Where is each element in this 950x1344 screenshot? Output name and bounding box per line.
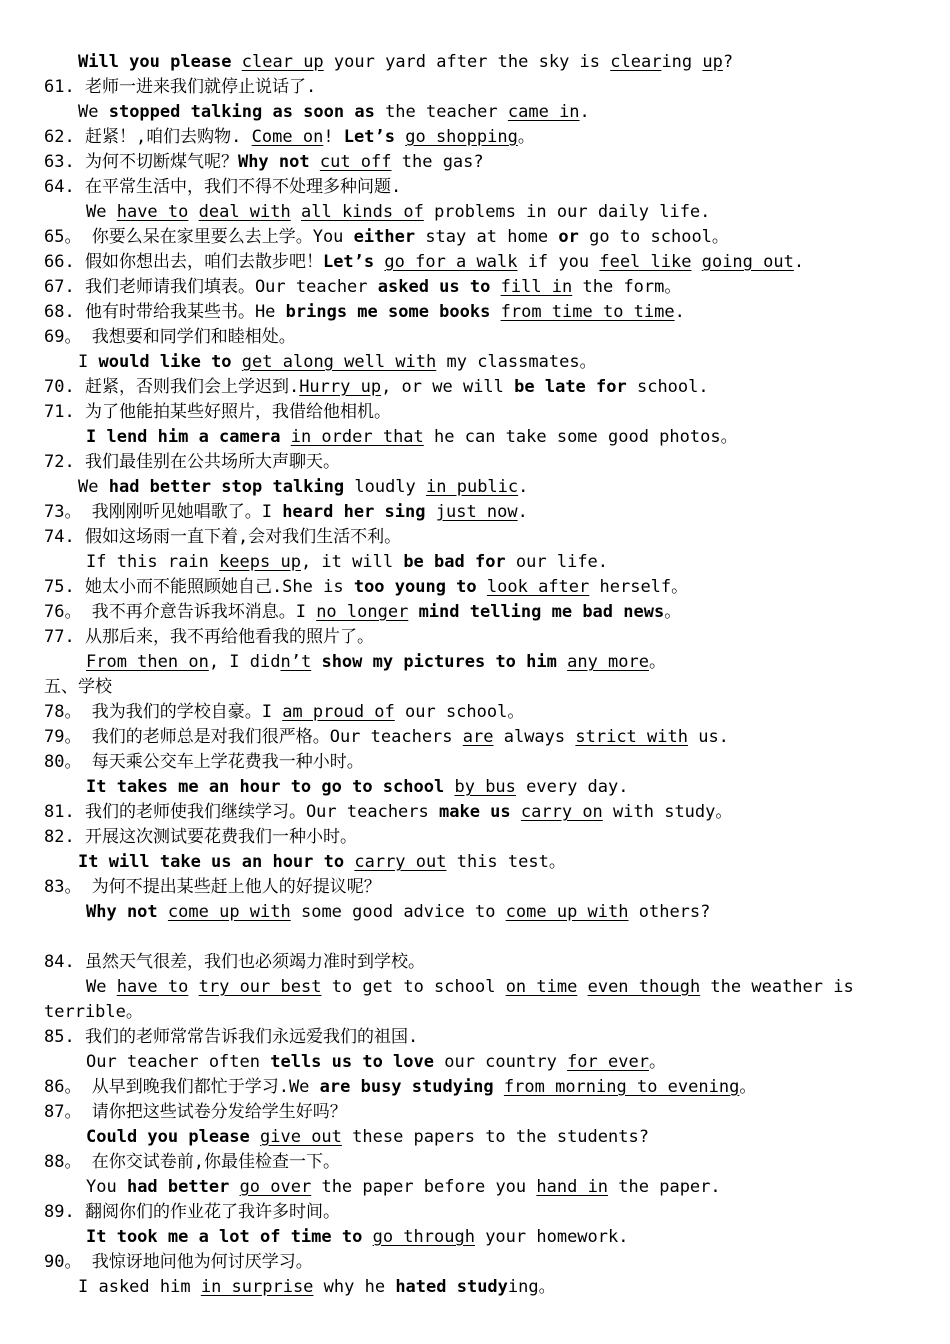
text-line xyxy=(44,452,340,472)
text-line xyxy=(78,477,528,497)
text-segment: . xyxy=(518,477,529,497)
underlined-phrase: no longer xyxy=(316,602,409,622)
text-segment: the paper. xyxy=(608,1177,721,1197)
underlined-phrase: go shopping xyxy=(405,127,518,147)
text-segment xyxy=(280,427,290,447)
underlined-phrase: give out xyxy=(260,1127,342,1147)
text-segment: terrible。 xyxy=(44,1002,143,1022)
text-segment xyxy=(188,977,198,997)
text-segment: 89. 翻阅你们的作业花了我许多时间。 xyxy=(44,1202,340,1222)
text-segment: this test。 xyxy=(446,852,566,872)
text-segment: 五、学校 xyxy=(44,677,112,697)
text-segment: every day. xyxy=(515,777,629,797)
text-segment: our life. xyxy=(505,552,609,572)
text-line xyxy=(44,1202,340,1222)
bold-phrase: or xyxy=(558,227,579,247)
text-segment: 85. 我们的老师常常告诉我们永远爱我们的祖国. xyxy=(44,1027,419,1047)
text-segment: 77. 从那后来，我不再给他看我的照片了。 xyxy=(44,627,374,647)
bold-phrase: are busy studying xyxy=(319,1077,494,1097)
text-line xyxy=(78,52,733,72)
bold-phrase: be late for xyxy=(514,377,627,397)
text-segment: . xyxy=(793,252,805,272)
text-segment xyxy=(362,1227,372,1247)
text-segment: go to school。 xyxy=(578,227,729,247)
text-segment xyxy=(232,52,242,72)
underlined-phrase: feel like xyxy=(599,252,692,272)
bold-phrase: Why not xyxy=(86,902,158,922)
bold-phrase: make us xyxy=(439,802,511,822)
text-segment: 80。 每天乘公交车上学花费我一种小时。 xyxy=(44,752,364,772)
text-segment: 78。 我为我们的学校自豪。I xyxy=(44,702,283,722)
text-segment: 。 xyxy=(664,602,682,622)
text-segment: our school。 xyxy=(394,702,525,722)
text-line xyxy=(44,252,804,272)
bold-phrase: Will you please xyxy=(78,52,232,72)
underlined-phrase: in surprise xyxy=(200,1277,314,1297)
text-segment: . xyxy=(579,102,590,122)
text-line xyxy=(44,277,681,297)
text-segment: You xyxy=(86,1177,127,1197)
text-segment xyxy=(158,902,168,922)
bold-phrase: Why not xyxy=(237,152,310,172)
text-segment: some good advice to xyxy=(290,902,506,922)
text-line xyxy=(86,427,738,447)
text-line xyxy=(44,77,316,97)
bold-phrase: too young to xyxy=(353,577,477,597)
bold-phrase: Let’s xyxy=(343,127,395,147)
text-segment: us. xyxy=(687,727,729,747)
bold-phrase: had better stop talking xyxy=(108,477,345,497)
bold-phrase: stopped talking as soon as xyxy=(108,102,375,122)
text-segment: the form。 xyxy=(572,277,682,297)
text-segment: Our teacher often xyxy=(86,1052,271,1072)
text-line xyxy=(44,1027,418,1047)
bold-phrase: asked us to xyxy=(377,277,491,297)
text-line xyxy=(44,802,732,822)
underlined-phrase: come up with xyxy=(505,902,629,922)
underlined-phrase: Hurry up xyxy=(299,377,382,397)
text-segment xyxy=(232,352,242,372)
text-segment: 62. 赶紧！,咱们去购物. xyxy=(44,127,252,147)
bold-phrase: It takes me an hour to go to school xyxy=(86,777,445,797)
text-segment: herself。 xyxy=(589,577,689,597)
text-segment: he can take some good photos。 xyxy=(423,427,738,447)
text-segment: 75. 她太小而不能照顾她自己.She is xyxy=(44,577,354,597)
text-segment: my classmates。 xyxy=(436,352,597,372)
text-segment: . xyxy=(517,502,528,522)
text-line xyxy=(78,852,566,872)
text-line xyxy=(86,1177,721,1197)
text-segment: 66. 假如你想出去，咱们去散步吧！ xyxy=(44,252,323,272)
underlined-phrase: came in xyxy=(507,102,580,122)
text-segment: 81. 我们的老师使我们继续学习。Our teachers xyxy=(44,802,439,822)
text-line xyxy=(44,1252,313,1272)
text-line xyxy=(86,652,666,672)
text-line xyxy=(78,352,597,372)
text-segment: 83。 为何不提出某些赶上他人的好提议呢？ xyxy=(44,877,381,897)
text-segment: others? xyxy=(628,902,711,922)
text-line xyxy=(44,377,709,397)
text-segment: ! xyxy=(323,127,344,147)
text-segment xyxy=(490,277,500,297)
text-segment: We xyxy=(86,977,117,997)
text-line xyxy=(44,302,685,322)
text-segment: stay at home xyxy=(415,227,559,247)
text-segment xyxy=(310,152,320,172)
underlined-phrase: From then on xyxy=(86,652,209,672)
text-segment: 86。 从早到晚我们都忙于学习.We xyxy=(44,1077,320,1097)
text-segment: the gas? xyxy=(391,152,484,172)
underlined-phrase: just now xyxy=(435,502,518,522)
text-segment: 67. 我们老师请我们填表。Our teacher xyxy=(44,277,378,297)
text-segment xyxy=(344,852,354,872)
text-line xyxy=(44,1077,756,1097)
underlined-phrase: cut off xyxy=(319,152,392,172)
text-line xyxy=(86,777,629,797)
text-line xyxy=(86,902,710,922)
text-segment: 68. 他有时带给我某些书。He xyxy=(44,302,286,322)
bold-phrase: would like to xyxy=(98,352,232,372)
text-segment: your homework. xyxy=(474,1227,629,1247)
text-segment: if you xyxy=(517,252,600,272)
bold-phrase: It took me a lot of time to xyxy=(86,1227,363,1247)
underlined-phrase: get along well with xyxy=(241,352,437,372)
underlined-phrase: from morning to evening xyxy=(503,1077,740,1097)
text-segment: 74. 假如这场雨一直下着,会对我们生活不利。 xyxy=(44,527,402,547)
text-segment: 70. 赶紧，否则我们会上学迟到. xyxy=(44,377,300,397)
text-line xyxy=(86,977,854,997)
text-segment: the teacher xyxy=(374,102,508,122)
text-segment: problems in our daily life. xyxy=(423,202,711,222)
text-segment xyxy=(444,777,454,797)
underlined-phrase: fill in xyxy=(500,277,573,297)
text-line xyxy=(44,402,391,422)
text-segment xyxy=(577,977,587,997)
text-segment: to get to school xyxy=(321,977,506,997)
text-segment xyxy=(311,652,321,672)
text-line xyxy=(44,152,484,172)
underlined-phrase: by bus xyxy=(454,777,516,797)
text-segment xyxy=(691,252,701,272)
text-segment xyxy=(188,202,198,222)
underlined-phrase: go for a walk xyxy=(384,252,518,272)
text-segment: 73。 我刚刚听见她唱歌了。I xyxy=(44,502,283,522)
text-line xyxy=(86,1052,666,1072)
text-segment xyxy=(374,252,384,272)
underlined-phrase: strict with xyxy=(575,727,688,747)
text-segment: 。 xyxy=(739,1077,757,1097)
underlined-phrase: keeps up xyxy=(219,552,301,572)
underlined-phrase: carry on xyxy=(520,802,603,822)
underlined-phrase: up xyxy=(702,52,723,72)
text-line xyxy=(86,552,608,572)
bold-phrase: hated study xyxy=(395,1277,508,1297)
text-segment: our country xyxy=(434,1052,568,1072)
text-segment: 84. 虽然天气很差，我们也必须竭力准时到学校。 xyxy=(44,952,425,972)
bold-phrase: tells us to love xyxy=(270,1052,434,1072)
text-line xyxy=(86,1227,628,1247)
underlined-phrase: clear xyxy=(610,52,662,72)
text-line xyxy=(78,102,590,122)
text-line xyxy=(44,177,401,197)
text-segment: 61. 老师一进来我们就停止说话了. xyxy=(44,77,317,97)
text-line xyxy=(78,1277,556,1297)
underlined-phrase: clear up xyxy=(241,52,324,72)
text-segment: 82. 开展这次测试要花费我们一种小时。 xyxy=(44,827,357,847)
text-segment: the weather is xyxy=(700,977,854,997)
text-line xyxy=(44,677,112,697)
text-line xyxy=(44,727,729,747)
text-segment: school. xyxy=(626,377,709,397)
text-segment: ing。 xyxy=(507,1277,556,1297)
bold-phrase: Could you please xyxy=(86,1127,250,1147)
underlined-phrase: go over xyxy=(239,1177,312,1197)
text-segment: I xyxy=(78,352,99,372)
underlined-phrase: carry out xyxy=(354,852,447,872)
text-segment xyxy=(557,652,567,672)
text-line xyxy=(44,577,688,597)
text-line xyxy=(44,702,524,722)
text-segment: 。 xyxy=(648,1052,666,1072)
text-segment: 64. 在平常生活中，我们不得不处理多种问题. xyxy=(44,177,402,197)
text-segment: these papers to the students? xyxy=(341,1127,649,1147)
text-line xyxy=(44,1152,340,1172)
text-segment: your yard after the sky is xyxy=(323,52,611,72)
text-segment: 72. 我们最佳别在公共场所大声聊天。 xyxy=(44,452,340,472)
text-segment xyxy=(408,602,418,622)
text-segment: , or we will xyxy=(381,377,515,397)
text-segment xyxy=(291,202,301,222)
text-line xyxy=(44,1102,347,1122)
bold-phrase: show my pictures to him xyxy=(321,652,557,672)
text-line xyxy=(44,327,296,347)
text-line xyxy=(44,952,425,972)
underlined-phrase: Come on xyxy=(251,127,324,147)
text-segment xyxy=(477,577,487,597)
text-segment xyxy=(511,802,521,822)
text-line xyxy=(44,527,401,547)
text-segment: why he xyxy=(313,1277,396,1297)
text-segment: 87。 请你把这些试卷分发给学生好吗？ xyxy=(44,1102,347,1122)
text-segment: always xyxy=(493,727,576,747)
text-segment: If this rain xyxy=(86,552,220,572)
bold-phrase: mind telling me bad news xyxy=(418,602,665,622)
bold-phrase: either xyxy=(353,227,416,247)
underlined-phrase: all kinds of xyxy=(301,202,424,222)
text-segment: , I did xyxy=(208,652,281,672)
text-segment xyxy=(395,127,405,147)
underlined-phrase: are xyxy=(462,727,494,747)
text-segment: 76。 我不再介意告诉我坏消息。I xyxy=(44,602,317,622)
text-segment: 71. 为了他能拍某些好照片，我借给他相机。 xyxy=(44,402,391,422)
bold-phrase: It will take us an hour to xyxy=(78,852,345,872)
text-segment: , it will xyxy=(300,552,404,572)
text-segment: the paper before you xyxy=(311,1177,537,1197)
text-line xyxy=(44,1002,143,1022)
underlined-phrase: any more xyxy=(567,652,649,672)
text-segment: I asked him xyxy=(78,1277,201,1297)
text-segment xyxy=(425,502,435,522)
text-segment: 63. 为何不切断煤气呢？ xyxy=(44,152,238,172)
bold-phrase: brings me some books xyxy=(285,302,491,322)
text-segment: 88。 在你交试卷前,你最佳检查一下。 xyxy=(44,1152,340,1172)
text-line xyxy=(44,502,528,522)
text-segment: 。 xyxy=(517,127,535,147)
text-segment xyxy=(494,1077,504,1097)
underlined-phrase: come up with xyxy=(167,902,291,922)
text-line xyxy=(44,877,381,897)
underlined-phrase: for ever xyxy=(567,1052,649,1072)
text-segment: 65。 你要么呆在家里要么去上学。You xyxy=(44,227,354,247)
underlined-phrase: am proud of xyxy=(282,702,395,722)
underlined-phrase: even though xyxy=(587,977,701,997)
underlined-phrase: go through xyxy=(372,1227,475,1247)
underlined-phrase: in public xyxy=(426,477,519,497)
underlined-phrase: try our best xyxy=(198,977,322,997)
bold-phrase: Let’s xyxy=(322,252,375,272)
text-segment: 79。 我们的老师总是对我们很严格。Our teachers xyxy=(44,727,463,747)
text-segment xyxy=(250,1127,260,1147)
text-segment: . xyxy=(674,302,685,322)
bold-phrase: be bad for xyxy=(403,552,506,572)
underlined-phrase: hand in xyxy=(536,1177,609,1197)
bold-phrase: heard her sing xyxy=(282,502,426,522)
underlined-phrase: have to xyxy=(116,977,189,997)
text-line xyxy=(44,752,364,772)
text-segment: with study。 xyxy=(602,802,733,822)
underlined-phrase: n’t xyxy=(280,652,312,672)
bold-phrase: had better xyxy=(126,1177,230,1197)
text-segment: 90。 我惊讶地问他为何讨厌学习。 xyxy=(44,1252,313,1272)
text-line xyxy=(44,227,729,247)
text-segment xyxy=(490,302,500,322)
text-line xyxy=(86,202,710,222)
text-segment: We xyxy=(78,477,109,497)
text-line xyxy=(44,127,535,147)
bold-phrase: I lend him a camera xyxy=(86,427,281,447)
text-line xyxy=(86,1127,649,1147)
underlined-phrase: deal with xyxy=(198,202,291,222)
text-segment: 。 xyxy=(649,652,666,672)
text-segment: We xyxy=(86,202,117,222)
text-segment: We xyxy=(78,102,109,122)
text-line xyxy=(44,602,681,622)
underlined-phrase: going out xyxy=(701,252,794,272)
text-line xyxy=(44,627,374,647)
text-segment: 69。 我想要和同学们和睦相处。 xyxy=(44,327,296,347)
text-segment xyxy=(229,1177,239,1197)
text-line xyxy=(44,827,357,847)
underlined-phrase: in order that xyxy=(290,427,424,447)
underlined-phrase: on time xyxy=(505,977,578,997)
underlined-phrase: look after xyxy=(486,577,590,597)
text-segment: loudly xyxy=(344,477,427,497)
text-segment: ing xyxy=(661,52,703,72)
text-segment: ? xyxy=(722,52,734,72)
underlined-phrase: have to xyxy=(116,202,189,222)
underlined-phrase: from time to time xyxy=(500,302,675,322)
